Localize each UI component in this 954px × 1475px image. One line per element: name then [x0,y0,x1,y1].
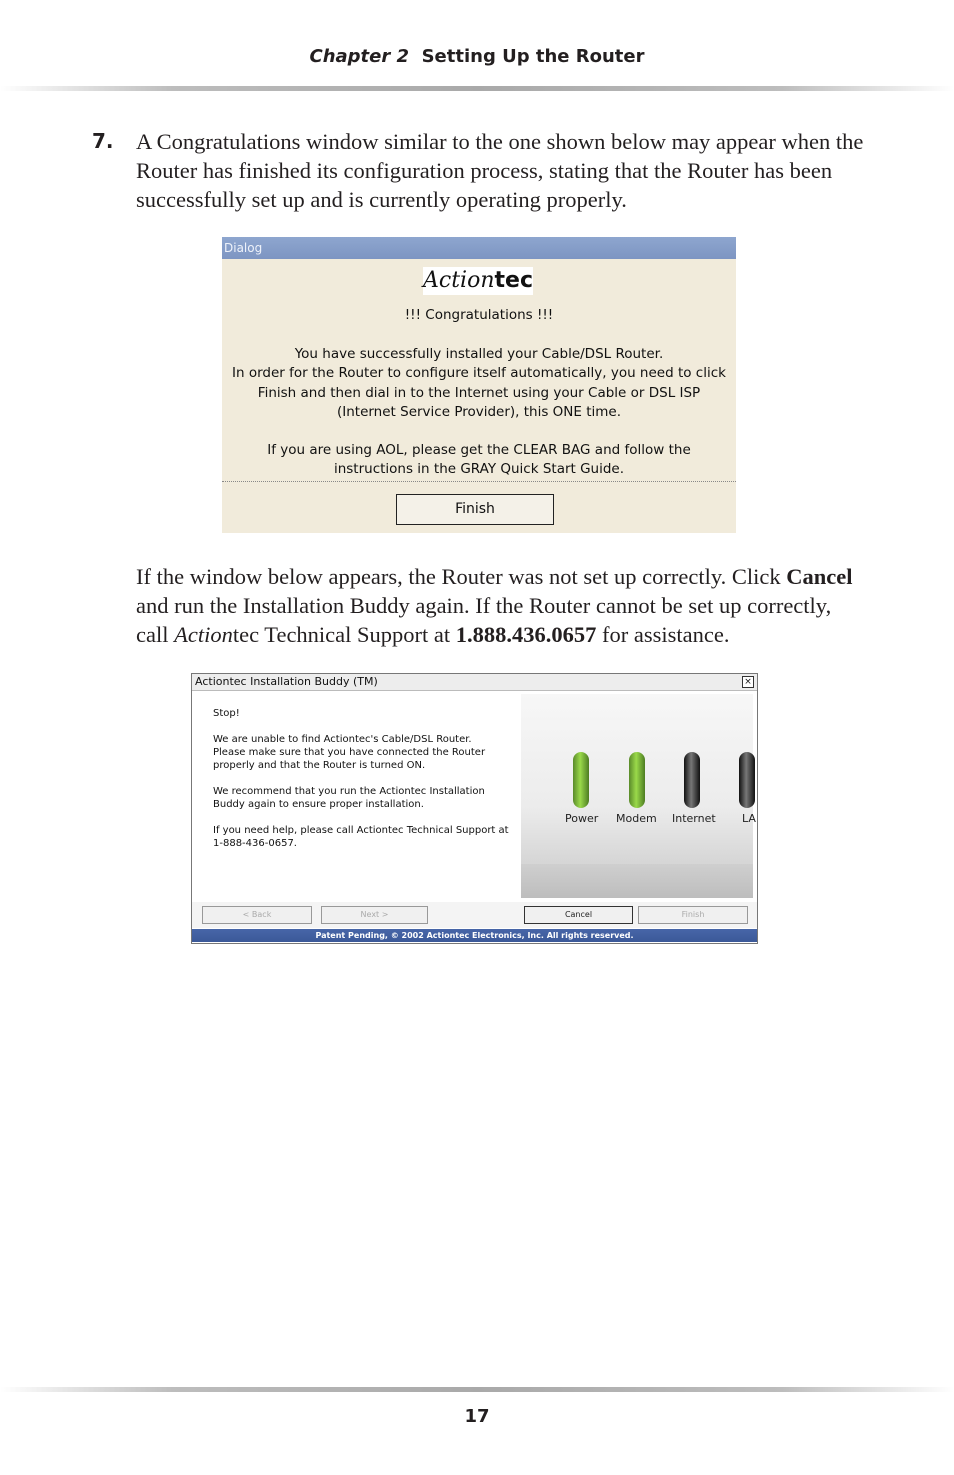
dialog-separator [222,481,736,483]
finish-button[interactable]: Finish [396,494,554,525]
message-line: If you are using AOL, please get the CLEAR BAG and follow the [267,442,691,459]
message-line: instructions in the GRAY Quick Start Guide. [333,461,625,478]
stop-heading: Stop! [213,708,240,719]
congratulations-dialog [222,237,736,533]
congratulations-heading: !!! Congratulations !!! [404,307,554,323]
lan-led-icon [739,752,755,808]
message-line: (Internet Service Provider), this ONE time. [336,403,622,420]
copyright-footer: Patent Pending, © 2002 Actiontec Electronics, Inc. All rights reserved. [192,929,757,942]
back-button[interactable]: < Back [202,906,312,924]
recommend-block: We recommend that you run the Actiontec Installation Buddy again to ensure proper installation. [213,786,485,810]
chapter-label: Chapter 2 [309,46,410,67]
page-number: 17 [464,1406,490,1427]
header-rule [0,86,954,91]
power-led-icon [573,752,589,808]
actiontec-logo: Actiontec [423,268,533,293]
led-label: LA [742,812,756,825]
message-line: You have successfully installed your Cable/DSL Router. [294,346,664,362]
chapter-title: Setting Up the Router [421,46,645,67]
support-phone: 1.888.436.0657 [455,622,597,647]
cancel-term: Cancel [786,564,853,589]
dialog-title: Dialog [222,237,736,259]
internet-led-icon [684,752,700,808]
message-line: In order for the Router to configure itself automatically, you need to click [232,365,726,382]
installation-buddy-dialog [191,673,758,944]
router-front-image [521,694,756,898]
running-header [0,46,954,67]
led-label: Internet [672,812,716,825]
error-message [213,707,518,863]
led-label: Modem [616,812,657,825]
dialog-title: Actiontec Installation Buddy (TM) × [192,674,757,691]
finish-button[interactable]: Finish [638,906,748,924]
help-block: If you need help, please call Actiontec Technical Support at 1-888-436-0657. [213,825,509,849]
cancel-button[interactable]: Cancel [524,906,633,924]
modem-led-icon [629,752,645,808]
failure-paragraph: If the window below appears, the Router was not set up correctly. Click Cancel and run the Installation Buddy again. If the Router cannot be set up correctly, call Actiontec Technical Support at 1.888.436.0657 for assistance. [136,564,853,647]
footer-rule [0,1387,954,1392]
step-text: A Congratulations window similar to the one shown below may appear when the Router has finished its configuration process, stating that the Router has been successfully set up and is currently operating properly. [136,129,864,212]
close-icon[interactable]: × [742,676,754,688]
next-button[interactable]: Next > [321,906,428,924]
congratulations-message [222,345,736,480]
error-block: We are unable to find Actiontec's Cable/DSL Router. Please make sure that you have connected the Router properly and that the Router is turned ON. [213,734,486,771]
led-label: Power [565,812,599,825]
step-number: 7. [92,129,114,153]
button-bar [192,902,757,928]
message-line: Finish and then dial in to the Internet using your Cable or DSL ISP [257,384,701,401]
